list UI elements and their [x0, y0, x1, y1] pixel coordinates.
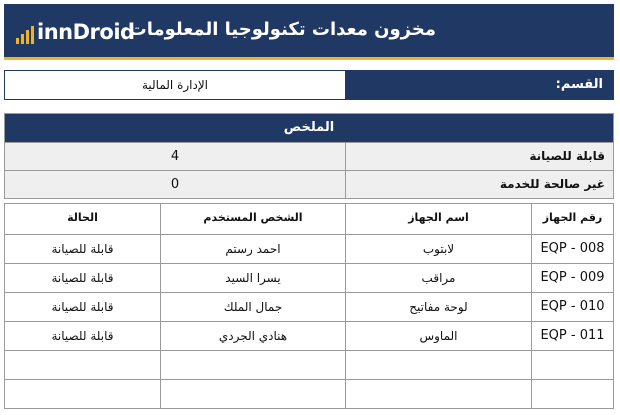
department-bar	[4, 70, 614, 100]
summary-label: غير صالحة للخدمة	[499, 177, 605, 191]
cell-user[interactable]	[161, 351, 346, 379]
cell-device-name[interactable]	[346, 351, 532, 379]
app-header	[4, 4, 614, 60]
page-title: مخزون معدات تكنولوجيا المعلومات	[128, 19, 436, 40]
equipment-table	[4, 203, 614, 409]
logo-text: innDroid	[37, 20, 135, 44]
summary-label: قابلة للصيانة	[529, 149, 605, 163]
cell-status[interactable]: قابلة للصيانة	[5, 235, 161, 263]
cell-device-id[interactable]: EQP - 008	[540, 241, 605, 256]
cell-device-name[interactable]: لوحة مفاتيح	[346, 293, 532, 321]
cell-user[interactable]: يسرا السيد	[161, 264, 346, 292]
summary-value: 0	[5, 171, 346, 198]
cell-device-id[interactable]: EQP - 009	[540, 270, 605, 285]
cell-device-id[interactable]: EQP - 011	[540, 328, 605, 343]
cell-device-id[interactable]	[532, 351, 613, 379]
cell-status[interactable]: قابلة للصيانة	[5, 264, 161, 292]
logo	[16, 18, 135, 44]
table-row[interactable]	[5, 292, 613, 321]
bar-chart-icon	[16, 26, 34, 44]
column-header-device-id: رقم الجهاز	[542, 211, 603, 224]
summary-title: الملخص	[5, 114, 613, 142]
cell-user[interactable]: احمد رستم	[161, 235, 346, 263]
summary-panel	[4, 113, 614, 199]
cell-status[interactable]: قابلة للصيانة	[5, 322, 161, 350]
table-header-row	[5, 204, 613, 234]
cell-device-name[interactable]: لابتوب	[346, 235, 532, 263]
summary-value: 4	[5, 143, 346, 170]
cell-status[interactable]	[5, 380, 161, 408]
cell-device-name[interactable]: الماوس	[346, 322, 532, 350]
table-row[interactable]	[5, 350, 613, 379]
table-row[interactable]	[5, 321, 613, 350]
table-row[interactable]	[5, 234, 613, 263]
cell-device-name[interactable]: مراقب	[346, 264, 532, 292]
department-value[interactable]: الإدارة المالية	[5, 71, 346, 99]
cell-user[interactable]: جمال الملك	[161, 293, 346, 321]
cell-status[interactable]	[5, 351, 161, 379]
cell-status[interactable]: قابلة للصيانة	[5, 293, 161, 321]
cell-device-id[interactable]: EQP - 010	[540, 299, 605, 314]
column-header-user: الشخص المستخدم	[161, 204, 346, 234]
cell-device-name[interactable]	[346, 380, 532, 408]
table-row[interactable]	[5, 263, 613, 292]
table-row[interactable]	[5, 379, 613, 408]
summary-row-out-of-service	[5, 170, 613, 198]
cell-device-id[interactable]	[532, 380, 613, 408]
column-header-status: الحالة	[5, 204, 161, 234]
summary-row-maintainable	[5, 142, 613, 170]
column-header-device-name: اسم الجهاز	[346, 204, 532, 234]
cell-user[interactable]	[161, 380, 346, 408]
cell-user[interactable]: هنادي الجردي	[161, 322, 346, 350]
department-label: القسم:	[346, 71, 613, 99]
